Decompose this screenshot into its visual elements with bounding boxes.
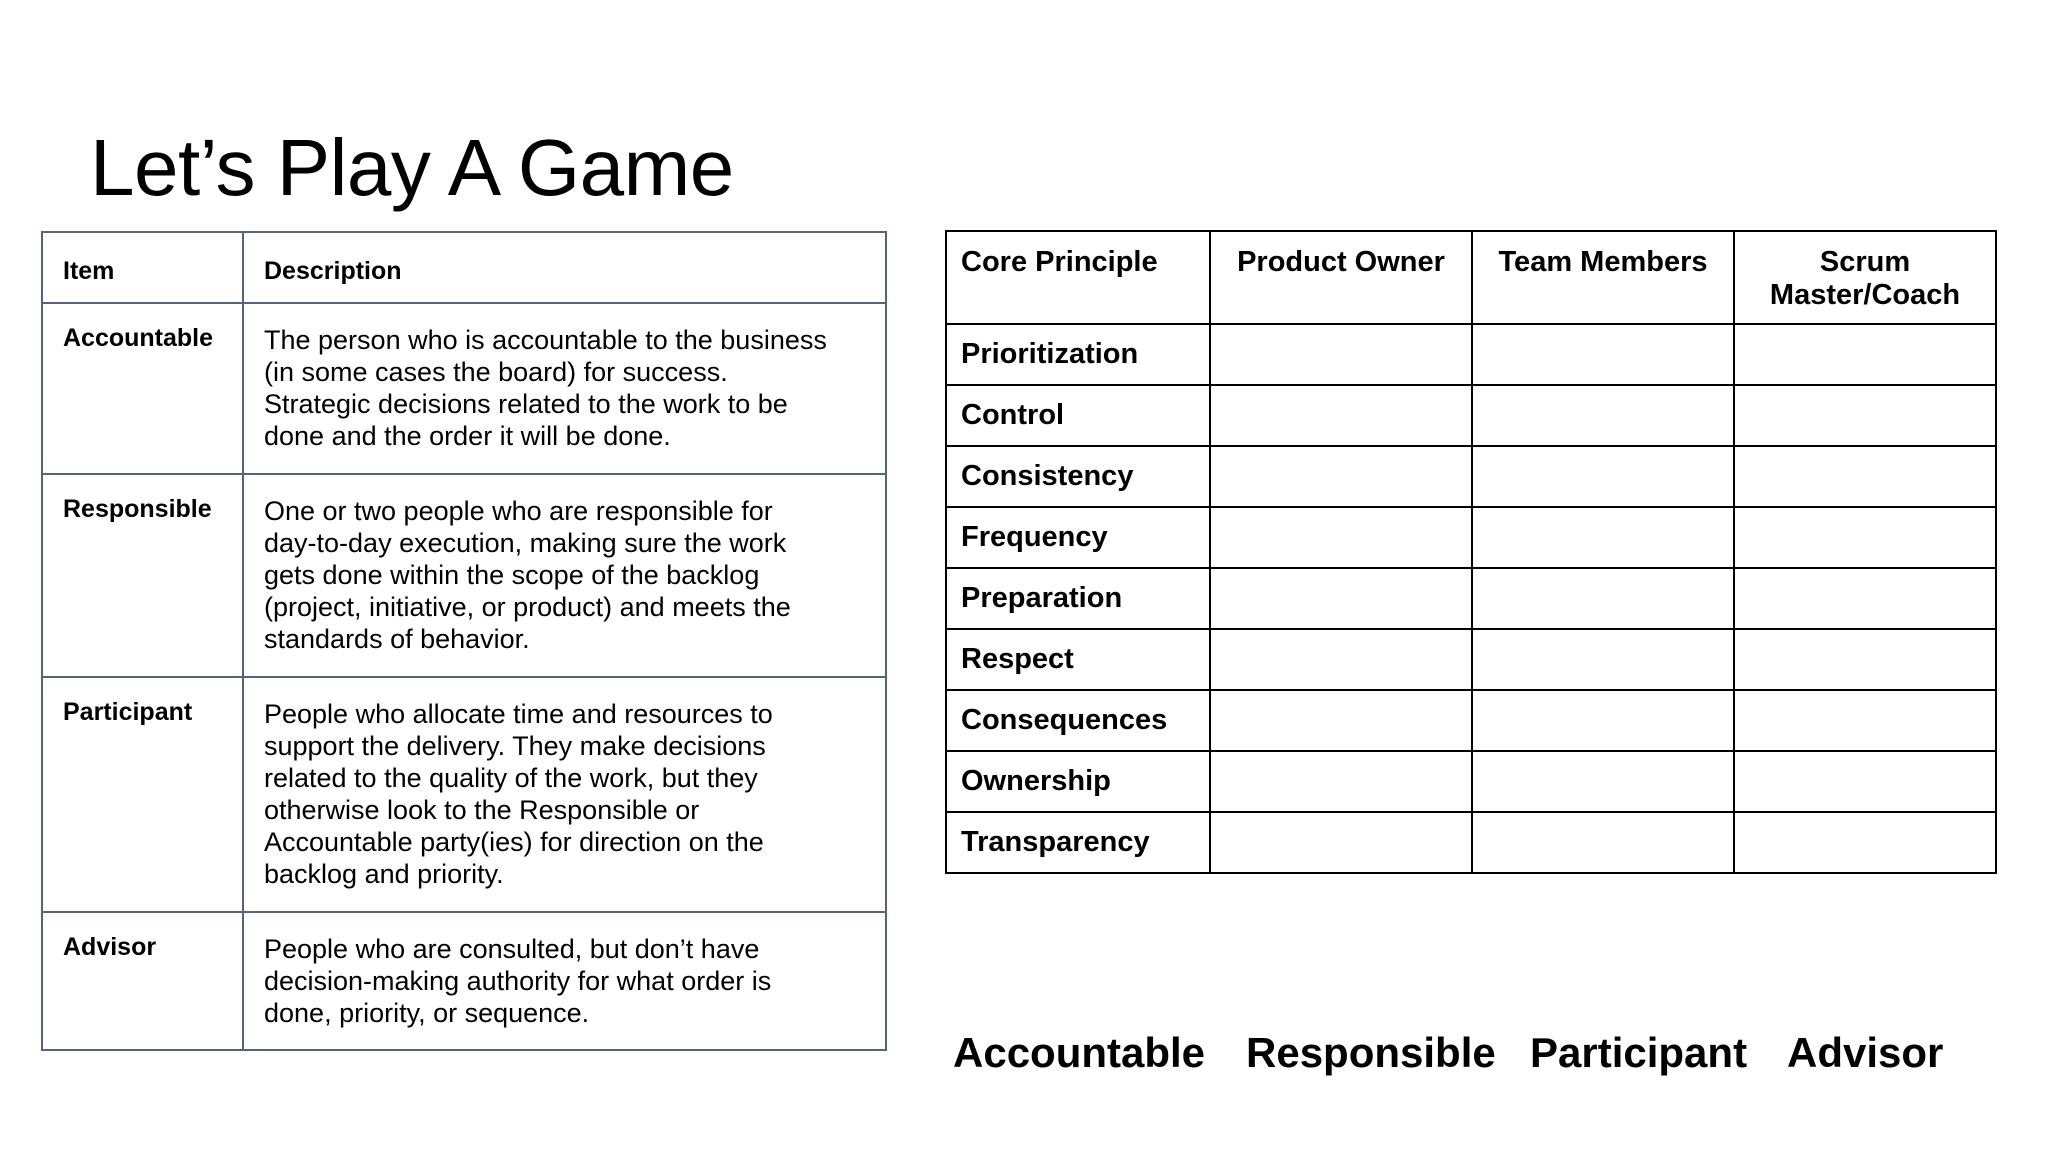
description-line: Strategic decisions related to the work to be bbox=[264, 389, 788, 419]
product-owner-cell[interactable] bbox=[1210, 751, 1472, 812]
product-owner-cell[interactable] bbox=[1210, 324, 1472, 385]
matrix-row bbox=[946, 446, 1996, 507]
description-line: done, priority, or sequence. bbox=[264, 998, 590, 1028]
scrum-master-cell[interactable] bbox=[1734, 629, 1996, 690]
description-line: support the delivery. They make decisions bbox=[264, 731, 766, 761]
definition-description-accountable bbox=[243, 303, 886, 474]
scrum-master-cell[interactable] bbox=[1734, 446, 1996, 507]
team-members-cell[interactable] bbox=[1472, 751, 1734, 812]
product-owner-header: Product Owner bbox=[1210, 231, 1472, 324]
description-line: People who allocate time and resources to bbox=[264, 699, 773, 729]
core-principle-header: Core Principle bbox=[946, 231, 1210, 324]
product-owner-cell[interactable] bbox=[1210, 629, 1472, 690]
team-members-cell[interactable] bbox=[1472, 629, 1734, 690]
description-line: (in some cases the board) for success. bbox=[264, 357, 728, 387]
definition-row-participant bbox=[42, 677, 886, 912]
product-owner-cell[interactable] bbox=[1210, 690, 1472, 751]
description-line: related to the quality of the work, but they bbox=[264, 763, 758, 793]
principle-label: Control bbox=[946, 385, 1210, 446]
matrix-row bbox=[946, 568, 1996, 629]
role-word-bank bbox=[0, 1028, 2048, 1088]
team-members-cell[interactable] bbox=[1472, 507, 1734, 568]
principle-label: Ownership bbox=[946, 751, 1210, 812]
scrum-master-coach-header bbox=[1734, 231, 1996, 324]
product-owner-cell[interactable] bbox=[1210, 568, 1472, 629]
team-members-cell[interactable] bbox=[1472, 690, 1734, 751]
description-column-header: Description bbox=[243, 232, 886, 303]
description-line: otherwise look to the Responsible or bbox=[264, 795, 700, 825]
description-line: done and the order it will be done. bbox=[264, 421, 671, 451]
role-word-advisor[interactable]: Advisor bbox=[1787, 1029, 1944, 1076]
role-word-participant[interactable]: Participant bbox=[1530, 1029, 1748, 1076]
scrum-master-cell[interactable] bbox=[1734, 690, 1996, 751]
principle-label: Prioritization bbox=[946, 324, 1210, 385]
slide-title: Let’s Play A Game bbox=[90, 123, 734, 212]
principle-label: Respect bbox=[946, 629, 1210, 690]
principle-label: Consistency bbox=[946, 446, 1210, 507]
description-line: standards of behavior. bbox=[264, 624, 530, 654]
scrum-master-cell[interactable] bbox=[1734, 385, 1996, 446]
description-line: gets done within the scope of the backlog bbox=[264, 560, 760, 590]
definition-item-advisor: Advisor bbox=[42, 912, 243, 1050]
description-line: Accountable party(ies) for direction on the bbox=[264, 827, 764, 857]
description-line: People who are consulted, but don’t have bbox=[264, 934, 760, 964]
definition-description-participant bbox=[243, 677, 886, 912]
matrix-row bbox=[946, 385, 1996, 446]
definition-description-responsible bbox=[243, 474, 886, 677]
definition-item-participant: Participant bbox=[42, 677, 243, 912]
principle-label: Consequences bbox=[946, 690, 1210, 751]
team-members-cell[interactable] bbox=[1472, 446, 1734, 507]
principle-label: Transparency bbox=[946, 812, 1210, 873]
definition-row-responsible bbox=[42, 474, 886, 677]
description-line: One or two people who are responsible for bbox=[264, 496, 773, 526]
team-members-cell[interactable] bbox=[1472, 812, 1734, 873]
principles-matrix-table bbox=[945, 230, 1997, 874]
item-column-header: Item bbox=[42, 232, 243, 303]
role-word-responsible[interactable]: Responsible bbox=[1246, 1029, 1496, 1076]
matrix-row bbox=[946, 629, 1996, 690]
scrum-header-line: Scrum bbox=[1819, 246, 1911, 278]
definition-item-responsible: Responsible bbox=[42, 474, 243, 677]
principle-label: Preparation bbox=[946, 568, 1210, 629]
scrum-master-cell[interactable] bbox=[1734, 507, 1996, 568]
product-owner-cell[interactable] bbox=[1210, 507, 1472, 568]
matrix-row bbox=[946, 690, 1996, 751]
scrum-header-line: Master/Coach bbox=[1769, 279, 1961, 311]
team-members-cell[interactable] bbox=[1472, 568, 1734, 629]
principle-label: Frequency bbox=[946, 507, 1210, 568]
definitions-table bbox=[41, 231, 887, 1051]
description-line: decision-making authority for what order is bbox=[264, 966, 772, 996]
product-owner-cell[interactable] bbox=[1210, 446, 1472, 507]
description-line: backlog and priority. bbox=[264, 859, 504, 889]
scrum-master-cell[interactable] bbox=[1734, 812, 1996, 873]
matrix-row bbox=[946, 812, 1996, 873]
team-members-header: Team Members bbox=[1472, 231, 1734, 324]
description-line: The person who is accountable to the business bbox=[264, 325, 827, 355]
role-word-accountable[interactable]: Accountable bbox=[953, 1029, 1206, 1076]
scrum-master-cell[interactable] bbox=[1734, 568, 1996, 629]
product-owner-cell[interactable] bbox=[1210, 812, 1472, 873]
matrix-row bbox=[946, 751, 1996, 812]
matrix-header-row bbox=[946, 231, 1996, 324]
scrum-master-cell[interactable] bbox=[1734, 751, 1996, 812]
matrix-row bbox=[946, 507, 1996, 568]
matrix-row bbox=[946, 324, 1996, 385]
team-members-cell[interactable] bbox=[1472, 324, 1734, 385]
description-line: day-to-day execution, making sure the work bbox=[264, 528, 787, 558]
definition-item-accountable: Accountable bbox=[42, 303, 243, 474]
definitions-header-row bbox=[42, 232, 886, 303]
product-owner-cell[interactable] bbox=[1210, 385, 1472, 446]
definition-row-accountable bbox=[42, 303, 886, 474]
scrum-master-cell[interactable] bbox=[1734, 324, 1996, 385]
team-members-cell[interactable] bbox=[1472, 385, 1734, 446]
description-line: (project, initiative, or product) and meets the bbox=[264, 592, 791, 622]
